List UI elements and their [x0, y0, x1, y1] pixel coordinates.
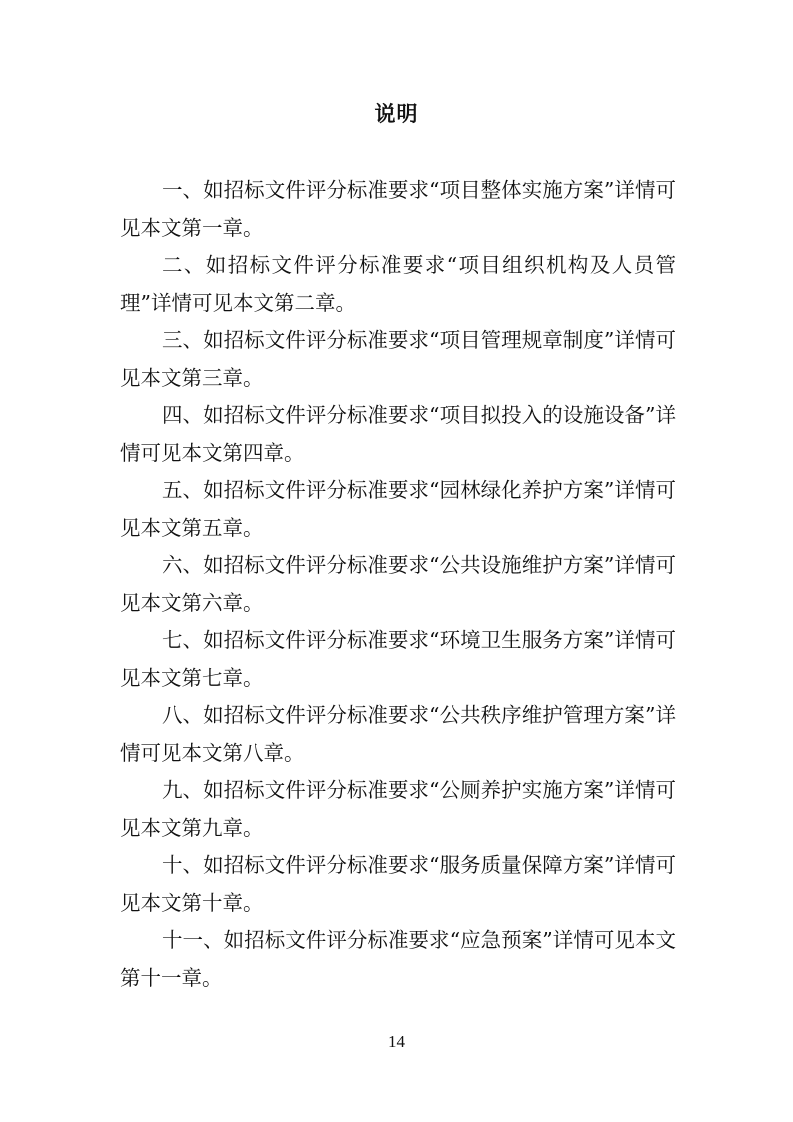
paragraph-8: 八、如招标文件评分标准要求“公共秩序维护管理方案”详情可见本文第八章。 [120, 703, 676, 765]
paragraph-11: 十一、如招标文件评分标准要求“应急预案”详情可见本文第十一章。 [120, 928, 676, 990]
paragraph-9: 九、如招标文件评分标准要求“公厕养护实施方案”详情可见本文第九章。 [120, 778, 676, 840]
paragraph-6: 六、如招标文件评分标准要求“公共设施维护方案”详情可见本文第六章。 [120, 553, 676, 615]
paragraph-5: 五、如招标文件评分标准要求“园林绿化养护方案”详情可见本文第五章。 [120, 478, 676, 540]
paragraph-10: 十、如招标文件评分标准要求“服务质量保障方案”详情可见本文第十章。 [120, 853, 676, 915]
page-number: 14 [388, 1032, 405, 1051]
paragraph-7: 七、如招标文件评分标准要求“环境卫生服务方案”详情可见本文第七章。 [120, 628, 676, 690]
paragraph-4: 四、如招标文件评分标准要求“项目拟投入的设施设备”详情可见本文第四章。 [120, 403, 676, 465]
paragraph-2: 二、如招标文件评分标准要求“项目组织机构及人员管理”详情可见本文第二章。 [120, 253, 676, 315]
page-title: 说明 [374, 102, 419, 126]
paragraph-3: 三、如招标文件评分标准要求“项目管理规章制度”详情可见本文第三章。 [120, 328, 676, 390]
paragraph-1: 一、如招标文件评分标准要求“项目整体实施方案”详情可见本文第一章。 [120, 178, 676, 240]
document-body [120, 172, 676, 997]
